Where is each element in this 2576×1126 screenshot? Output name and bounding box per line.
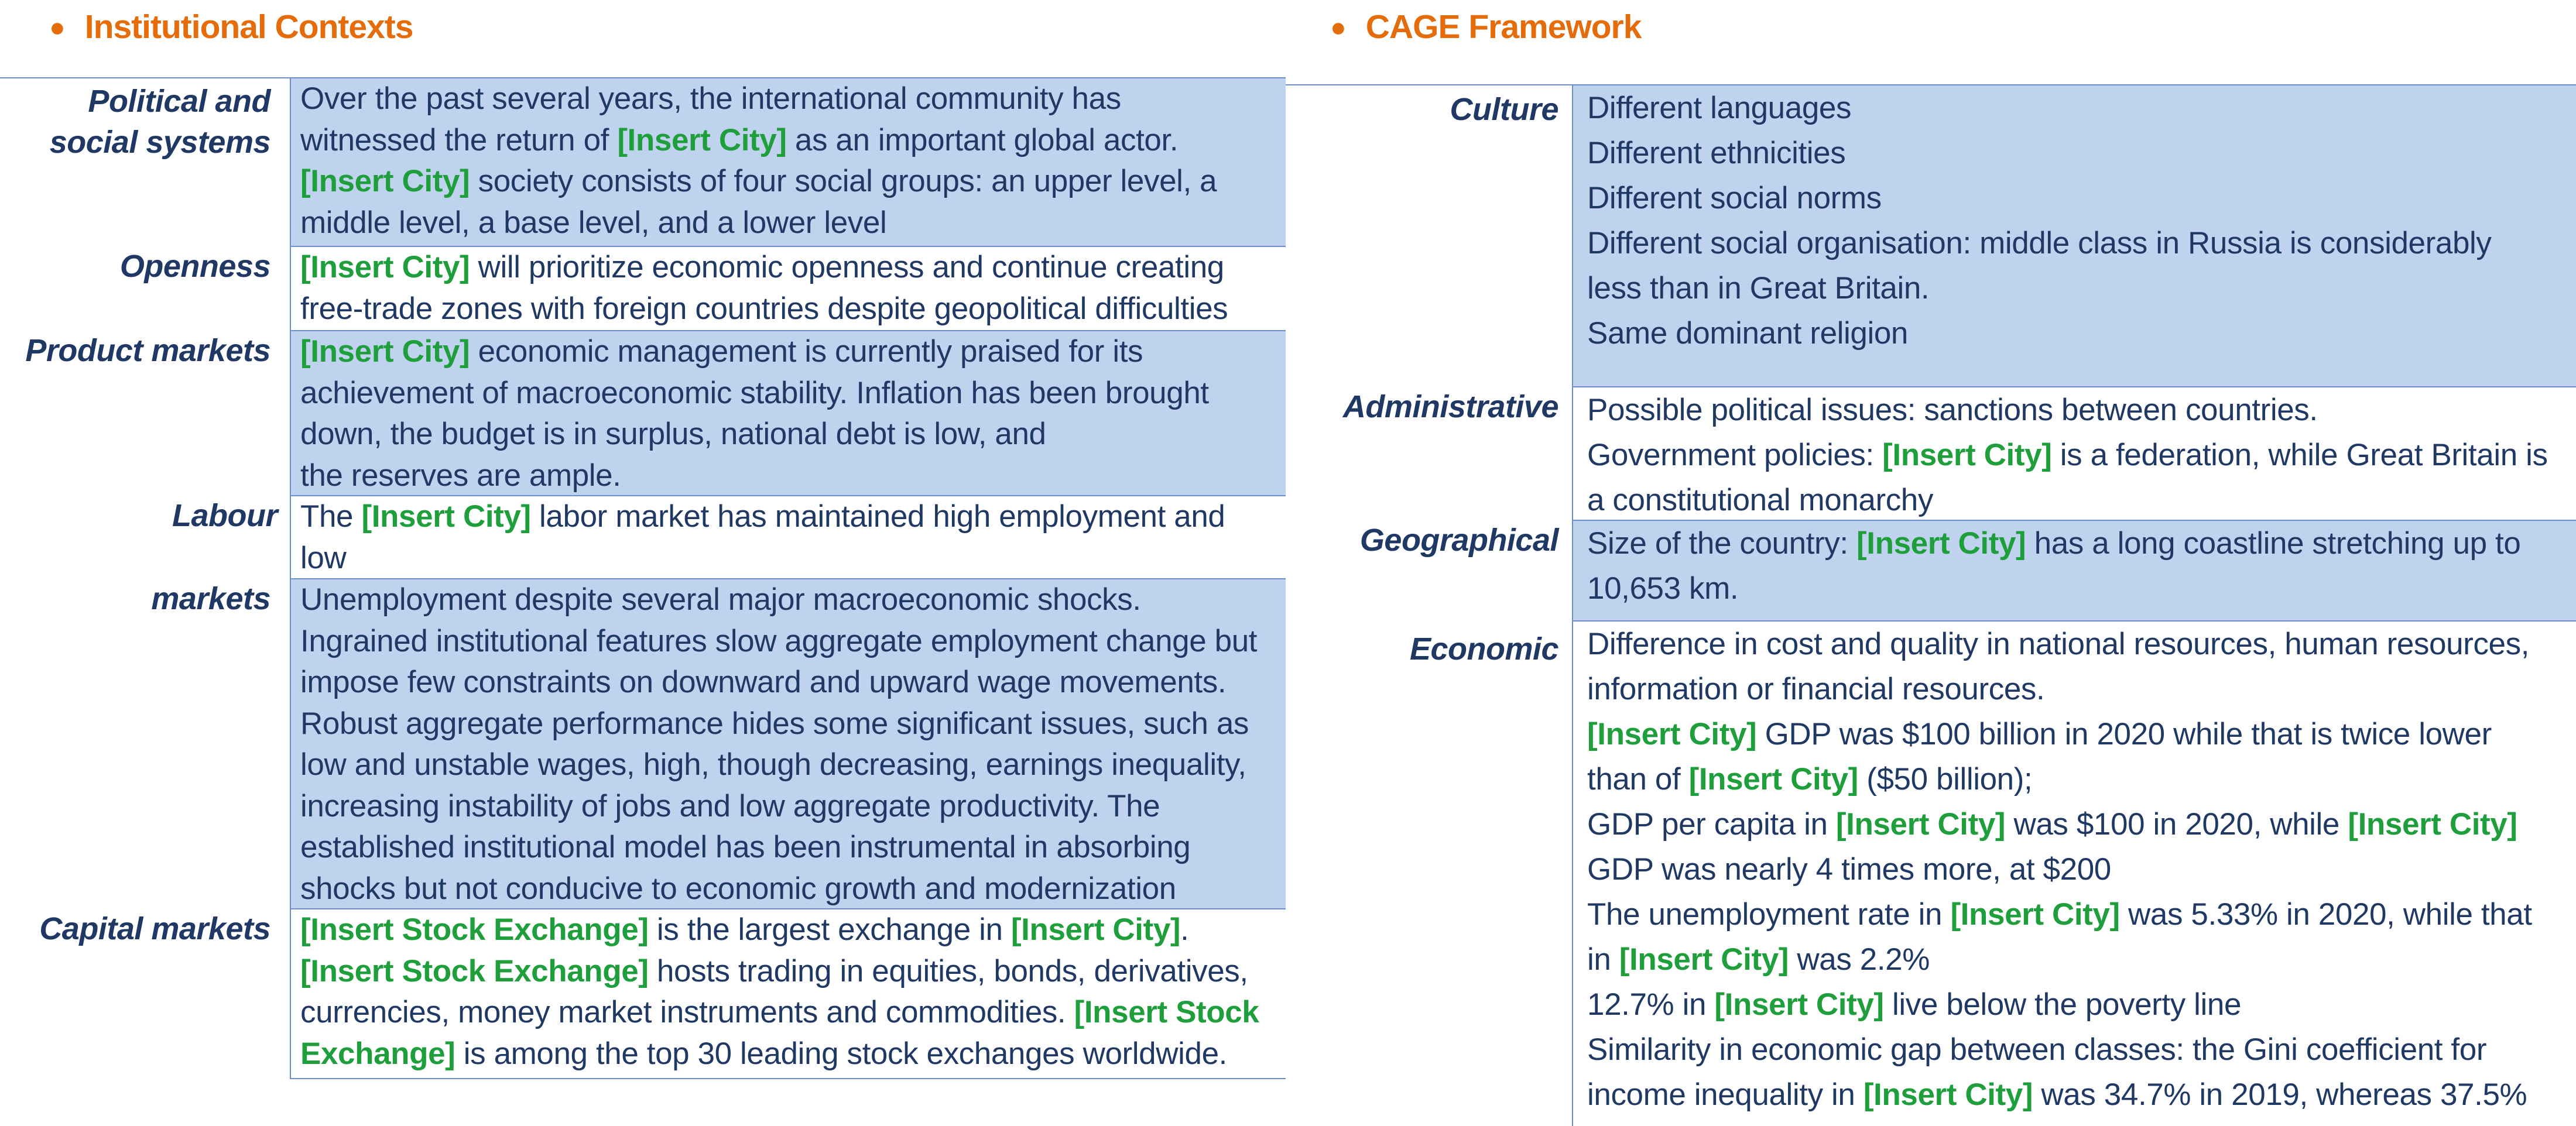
row-label: Economic [1409,631,1558,667]
cell-text: live below the poverty line [1883,987,2242,1022]
cell-text: less than in Great Britain. [1587,271,1930,305]
cage-framework-table [1286,84,2576,1126]
cell-text: established institutional model has been instrumental in absorbing [300,830,1191,864]
cell-line [1587,131,2562,176]
cell-text: . [1180,912,1189,947]
cell-line [1587,847,2562,892]
table-row [0,330,1286,495]
cell-text: impose few constraints on downward and upward wage movements. [300,665,1227,699]
row-content [1572,620,2576,1126]
cell-text: Similarity in economic gap between classes: the Gini coefficient for [1587,1032,2487,1067]
cell-line [1587,85,2562,131]
row-label: Geographical [1359,523,1558,558]
cell-text: Over the past several years, the international community has [300,81,1121,116]
cell-line [1587,221,2562,266]
cell-text: witnessed the return of [300,122,618,157]
bullet-dot-icon: ● [49,12,65,42]
cell-text: GDP was nearly 4 times more, at $200 [1587,852,2111,887]
cell-text: Difference in cost and quality in national resources, human resources, [1587,627,2530,661]
cell-line [1587,432,2562,478]
cage-framework-heading [1330,4,1641,50]
placeholder-highlight: [Insert City] [1863,1077,2033,1112]
cell-line [300,662,1276,703]
table-row [0,246,1286,330]
cell-text: free-trade zones with foreign countries despite geopolitical difficulties [300,291,1228,326]
section-title: Institutional Contexts [84,8,413,46]
row-content [290,908,1286,1078]
cell-text: 10,653 km. [1587,571,1739,606]
cell-text: than of [1587,762,1689,797]
placeholder-highlight: [Insert City] [1688,762,1858,797]
table-row [0,908,1286,1078]
cell-text: is among the top 30 leading stock exchanges worldwide. [455,1036,1227,1071]
placeholder-highlight: [Insert Stock Exchange] [300,953,649,988]
cell-line [300,538,1276,579]
cell-text: low [300,540,347,575]
cell-text: Unemployment despite several major macroeconomic shocks. [300,582,1141,617]
cell-line [1587,266,2562,311]
cell-line [300,786,1276,828]
placeholder-highlight: [Insert City] [1882,438,2052,472]
cell-text: The unemployment rate in [1587,897,1951,932]
cell-text: increasing instability of jobs and low aggregate productivity. The [300,788,1160,823]
cell-text: a constitutional monarchy [1587,483,1933,517]
row-content [1572,386,2576,520]
cell-line [300,120,1276,162]
placeholder-highlight: [Insert City] [361,499,531,534]
cell-text: income inequality in [1587,1077,1864,1112]
placeholder-highlight: [Insert City] [617,122,787,157]
row-label: Capital markets [39,911,270,946]
placeholder-highlight: [Insert City] [1010,912,1181,947]
cell-line [300,703,1276,745]
cell-text: Possible political issues: sanctions between countries. [1587,393,2318,427]
cell-line [1587,176,2562,221]
row-content [290,578,1286,908]
cell-line [300,161,1276,202]
cell-text: middle level, a base level, and a lower level [300,205,887,240]
cell-text: the reserves are ample. [300,458,621,493]
cell-text: shocks but not conducive to economic growth and modernization [300,871,1176,906]
bullet-dot-icon: ● [1330,12,1346,42]
cell-text: Different languages [1587,91,1852,125]
institutional-contexts-table [0,77,1286,1078]
placeholder-highlight: [Insert City] [1619,942,1789,977]
table-row [1286,386,2576,520]
cell-line [300,951,1276,993]
cell-line [300,202,1276,244]
table-row [1286,520,2576,620]
cell-line [1587,667,2562,712]
cell-text: 12.7% in [1587,987,1715,1022]
cell-text: currencies, money market instruments and commodities. [300,995,1074,1029]
cell-line [1587,802,2562,847]
cell-text: Size of the country: [1587,526,1857,561]
cell-line [300,744,1276,786]
cell-text: ($50 billion); [1858,762,2033,797]
cell-text: down, the budget is in surplus, national debt is low, and [300,417,1046,451]
row-label: Culture [1450,92,1558,127]
cell-text: GDP per capita in [1587,807,1836,842]
row-content [290,495,1286,578]
cell-text: hosts trading in equities, bonds, derivatives, [648,953,1248,988]
cell-line [300,78,1276,120]
section-title: CAGE Framework [1365,8,1642,46]
cell-text: GDP was $100 billion in 2020 while that is twice lower [1756,717,2492,751]
cell-line [1587,387,2562,432]
table-row [1286,84,2576,386]
cell-text: low and unstable wages, high, though decreasing, earnings inequality, [300,747,1246,782]
cell-text: Different ethnicities [1587,136,1846,170]
cell-line [1587,521,2562,566]
row-label: Political and social systems [49,84,270,160]
cell-text: is a federation, while Great Britain is [2051,438,2548,472]
cell-line [300,621,1276,662]
cell-line [300,496,1276,538]
row-label: Openness [119,249,270,284]
cell-line [300,373,1276,414]
cell-line [1587,982,2562,1027]
cell-text: labor market has maintained high employment and [530,499,1225,534]
cell-text: has a long coastline stretching up to [2026,526,2521,561]
placeholder-highlight: [Insert City] [1856,526,2026,561]
row-label: Administrative [1342,389,1558,424]
cell-line [300,414,1276,455]
cell-line [1587,1072,2562,1117]
placeholder-highlight: [Insert Stock [1074,995,1259,1029]
table-row [0,495,1286,578]
cell-line [1587,937,2562,982]
cell-line [1587,712,2562,757]
placeholder-highlight: [Insert City] [1587,717,1757,751]
cell-line [300,579,1276,621]
cell-line [300,827,1276,868]
cell-line [300,868,1276,910]
institutional-contexts-heading [49,4,413,50]
row-content [290,330,1286,495]
placeholder-highlight: Exchange] [300,1036,455,1071]
cell-text: as an important global actor. [786,122,1179,157]
cell-line [300,455,1276,497]
cell-line [300,1034,1276,1075]
cell-text: economic management is currently praised for its [470,334,1143,369]
placeholder-highlight: [Insert City] [1950,897,2120,932]
cell-text: was 2.2% [1789,942,1930,977]
cell-line [300,909,1276,951]
cell-line [1587,311,2562,356]
cell-text: Different social organisation: middle class in Russia is considerably [1587,226,2492,260]
cell-text: achievement of macroeconomic stability. Inflation has been brought [300,375,1209,410]
table-bottom-rule [290,1078,1286,1079]
cell-text: Government policies: [1587,438,1883,472]
placeholder-highlight: [Insert City] [1714,987,1884,1022]
cell-text: The [300,499,362,534]
cell-text: Different social norms [1587,181,1882,215]
cell-text: Robust aggregate performance hides some significant issues, such as [300,706,1249,741]
placeholder-highlight: [Insert City] [1835,807,2006,842]
row-content [1572,520,2576,620]
cell-text: society consists of four social groups: an upper level, a [470,164,1217,198]
cell-text: Same dominant religion [1587,316,1909,351]
row-label: Labour [172,498,278,533]
cell-line [1587,478,2562,523]
row-label: markets [151,581,270,616]
table-row [0,77,1286,246]
row-content [290,246,1286,330]
cell-text: in [1587,942,1619,977]
placeholder-highlight: [Insert City] [2348,807,2517,842]
cell-line [300,331,1276,373]
row-content [290,77,1286,246]
placeholder-highlight: [Insert City] [300,164,470,198]
cell-line [1587,566,2562,611]
cell-line [300,289,1276,330]
cell-line [1587,622,2562,667]
cell-text: information or financial resources. [1587,672,2045,706]
placeholder-highlight: [Insert City] [300,334,470,369]
placeholder-highlight: [Insert City] [300,250,470,284]
cell-line [300,992,1276,1034]
cell-text: Ingrained institutional features slow aggregate employment change but [300,623,1258,658]
table-row [1286,620,2576,1126]
cell-line [300,247,1276,289]
row-label: Product markets [25,333,270,368]
placeholder-highlight: [Insert Stock Exchange] [300,912,649,947]
cell-text: was $100 in 2020, while [2005,807,2348,842]
cell-text: was 34.7% in 2019, whereas 37.5% [2033,1077,2527,1112]
cell-text: will prioritize economic openness and continue creating [470,250,1224,284]
table-row [0,578,1286,908]
cell-line [1587,1027,2562,1072]
cell-text: was 5.33% in 2020, while that [2119,897,2532,932]
cell-line [1587,757,2562,802]
cell-text: is the largest exchange in [648,912,1011,947]
row-content [1572,84,2576,386]
cell-line [1587,892,2562,937]
